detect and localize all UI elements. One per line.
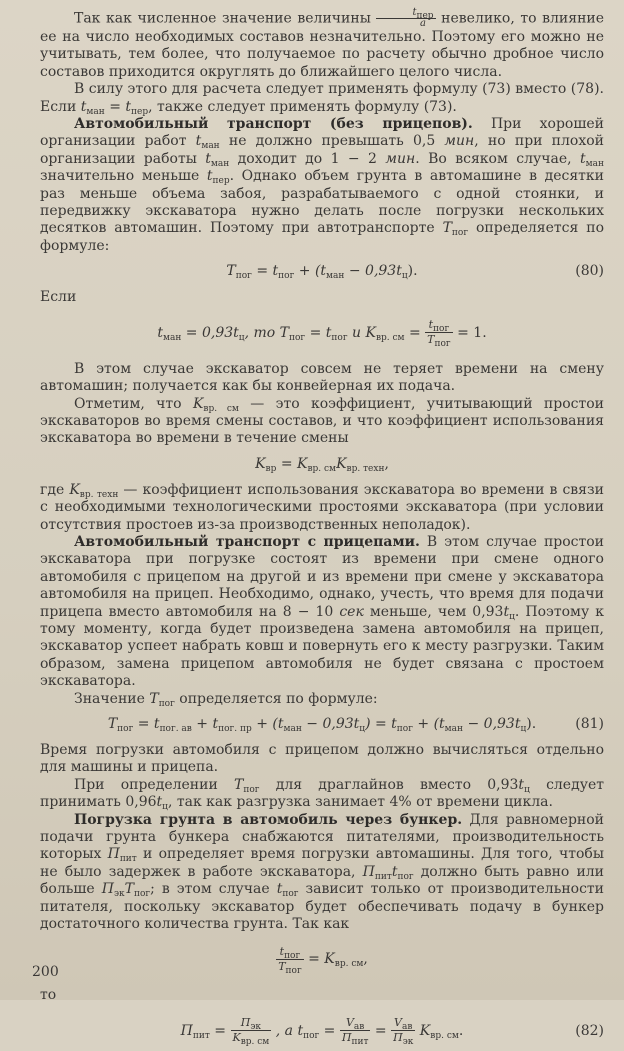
- formula-82: [40, 1011, 604, 1051]
- var: − 0,93t: [344, 263, 402, 280]
- unit: мин: [444, 133, 475, 150]
- sub: пог: [331, 332, 348, 343]
- var: K: [192, 395, 204, 412]
- sub: вр. см: [203, 403, 239, 414]
- sub: ц: [524, 784, 530, 795]
- sub: пог: [235, 271, 252, 282]
- var: = K: [276, 455, 308, 472]
- text: =: [370, 1022, 392, 1039]
- sub: ц: [238, 332, 245, 343]
- sub: пог: [433, 324, 450, 335]
- var: t: [195, 133, 202, 150]
- sub: пог: [243, 784, 260, 795]
- sub: эк: [402, 1037, 414, 1048]
- paragraph-9: Время погрузки автомобиля с прицепом должно вычисляться отдельно для машины и прицепа.: [40, 742, 604, 776]
- text: =: [209, 1022, 231, 1039]
- sub: вр. см: [334, 959, 364, 970]
- text: , но при плохой организации работы: [40, 133, 604, 167]
- sub: ав: [353, 1022, 365, 1033]
- sub: ц: [520, 724, 527, 734]
- sub: пог: [158, 698, 175, 709]
- text: =: [404, 324, 426, 341]
- var: = t: [251, 263, 279, 280]
- frac-den: П: [341, 1031, 352, 1045]
- formula-81: [40, 714, 604, 734]
- text: При определении: [74, 776, 235, 793]
- text: доходит до 1 − 2: [229, 150, 386, 167]
- sub: ман: [585, 158, 604, 169]
- text: — это коэффициент, учитывающий простои экскаваторов во время смены составов, и что коэффициент использования экскаватора во времени в течение смены: [40, 395, 604, 447]
- text: значительно меньше: [40, 168, 207, 185]
- sub: вр. см: [375, 332, 405, 343]
- var: t: [157, 324, 163, 341]
- sub: ман: [444, 724, 464, 734]
- sub: вр. техн: [346, 463, 385, 474]
- var: t: [276, 881, 283, 898]
- var: + t: [191, 716, 219, 732]
- sub: вр. см: [430, 1030, 459, 1041]
- text: меньше, чем 0,93: [363, 603, 504, 620]
- paragraph-3: [40, 116, 604, 255]
- text: Так как численное значение величины: [74, 10, 371, 27]
- sub: пог. пр: [218, 724, 252, 734]
- formula-80: [40, 261, 604, 281]
- text: и определяет время погрузки автомашины. Для того, чтобы не было задержек в работе экскаватора,: [40, 846, 604, 880]
- paragraph-8: [40, 691, 604, 708]
- var: K: [255, 455, 266, 472]
- var: T: [124, 881, 134, 898]
- formula-ratio: [40, 939, 604, 979]
- var: и K: [347, 324, 376, 341]
- sub: ман: [162, 332, 182, 343]
- text: ,: [384, 455, 389, 472]
- var: K: [415, 1022, 431, 1039]
- text: ).: [526, 716, 537, 732]
- sub: пер: [212, 176, 230, 187]
- text: должно быть равно или больше: [40, 863, 604, 898]
- sub: пог: [451, 228, 469, 239]
- var: t: [579, 150, 586, 167]
- sub: пит: [119, 854, 137, 865]
- frac-num: t: [279, 944, 285, 958]
- var: = K: [303, 951, 335, 968]
- sub: пог: [133, 889, 151, 900]
- sub: пог: [434, 339, 451, 350]
- sub: ц: [162, 802, 168, 813]
- text: , также следует применять формулу (73).: [148, 98, 457, 115]
- text: невелико, то влияние ее на число необходимых составов незначительно. Поэтому его можно не учитывать, тем более, что получаемое по расчету обычно дробное число составов приходится округлять до ближайшего целого числа.: [40, 10, 605, 80]
- var: + (t: [251, 716, 284, 732]
- sub: пог: [285, 965, 302, 976]
- var: + (t: [294, 263, 327, 280]
- var: T: [107, 716, 118, 732]
- fraction: [340, 1016, 371, 1048]
- frac-den: a: [420, 18, 426, 29]
- sub: пог: [117, 724, 134, 734]
- var: t: [156, 794, 163, 811]
- var: K: [336, 455, 347, 472]
- text: ).: [407, 263, 418, 280]
- var: = t: [133, 716, 160, 732]
- sub: пог: [284, 950, 301, 961]
- sub: пог: [396, 724, 413, 734]
- frac-num: V: [345, 1016, 354, 1030]
- sub: ц: [509, 611, 515, 622]
- sub: ман: [201, 141, 220, 152]
- sub: пит: [351, 1037, 369, 1048]
- var: t: [206, 168, 213, 185]
- text: В этом случае простои экскаватора при погрузке состоят из времени при смене одного автомобиля с прицепом на другой и из времени при смене у экскаватора автомобиля на прицеп. Необходимо, однако, учесть, что время для подачи прицепа вместо автомобиля на 8 − 10: [40, 533, 605, 620]
- paragraph-2: [40, 81, 604, 116]
- text: При хорошей организации работ: [40, 116, 604, 150]
- text: ; в этом случае: [150, 881, 277, 898]
- var: , то T: [244, 324, 289, 341]
- paragraph-1: [40, 8, 604, 81]
- sub: пог: [282, 889, 299, 900]
- equation-number: (80): [575, 263, 604, 280]
- text: =: [104, 98, 126, 115]
- sub: вр: [265, 463, 277, 474]
- var: = 0,93t: [181, 324, 239, 341]
- sub: пог. ав: [159, 724, 192, 734]
- sub: вр. см: [307, 463, 337, 474]
- var: ) = t: [365, 716, 397, 732]
- sub: вр. см: [240, 1037, 270, 1048]
- text: не должно превышать 0,5: [219, 133, 445, 150]
- var: − 0,93t: [301, 716, 360, 732]
- frac-den: T: [427, 333, 435, 347]
- unit: сек: [339, 603, 364, 620]
- formula-condition: [40, 313, 604, 353]
- var: − 0,93t: [463, 716, 521, 732]
- var: + (t: [412, 716, 445, 732]
- var: t: [205, 150, 211, 167]
- sub: ц: [359, 724, 366, 734]
- sub: пит: [192, 1030, 210, 1041]
- section-heading: Погрузка грунта в автомобиль через бункер.: [74, 811, 463, 828]
- var: T: [442, 220, 452, 237]
- text: — коэффициент использования экскаватора во времени в связи с необходимыми технологическими простоями экскаватора (при условии отсутствия простоев из-за производственных неполадок).: [40, 481, 604, 533]
- frac-num: V: [394, 1016, 402, 1030]
- var: П: [101, 881, 114, 898]
- var: П: [107, 846, 120, 863]
- var: T: [226, 263, 236, 280]
- text: .: [458, 1022, 464, 1039]
- var: t: [125, 98, 132, 115]
- sub: вр. техн: [79, 489, 119, 500]
- text: ,: [363, 951, 368, 968]
- sub: пит: [374, 871, 392, 882]
- text: В силу этого для расчета следует применять формулу (73) вместо (78). Если: [40, 81, 604, 115]
- frac-num: t: [428, 318, 434, 332]
- text: Значение: [74, 690, 150, 707]
- var: t: [503, 603, 510, 620]
- var: П: [180, 1022, 193, 1039]
- sub: ман: [210, 158, 230, 169]
- text: следует принимать 0,96: [40, 776, 604, 811]
- paragraph-7: [40, 534, 604, 691]
- text: . Однако объем грунта в автомашине в десятки раз меньше объема забоя, разрабатываемого с одной стоянки, и передвижку экскаватора нужно делать после погрузки нескольких десятков автомашин. Поэтому при автотранспорте: [40, 168, 604, 237]
- var: , а t: [271, 1022, 304, 1039]
- sub: ман: [86, 106, 105, 117]
- text: . Во всяком случае,: [415, 150, 580, 167]
- formula-k: [40, 454, 604, 474]
- text: . Поэтому к тому моменту, когда будет произведена замена автомобиля на прицеп, экскаватор успеет набрать ковш и повернуть его к месту разгрузки. Таким образом, замена прицепом автомобиля не будет связана с простоем экскаватора.: [40, 603, 604, 690]
- sub: ман: [283, 724, 302, 734]
- section-heading: Автомобильный транспорт с прицепами.: [74, 533, 420, 550]
- text: , так как разгрузка занимает 4% от времени цикла.: [167, 794, 553, 811]
- sub: ав: [401, 1022, 413, 1033]
- frac-num: П: [240, 1016, 251, 1030]
- var: = t: [305, 324, 332, 341]
- text: где: [40, 481, 70, 498]
- frac-den: K: [232, 1031, 241, 1045]
- equation-number: (82): [575, 1022, 604, 1039]
- text: для драглайнов вместо 0,93: [259, 776, 519, 793]
- equation-number: (81): [575, 716, 604, 732]
- var: t: [80, 98, 87, 115]
- var: П: [362, 863, 375, 880]
- text: = 1.: [452, 324, 487, 341]
- word-esli: Если: [40, 289, 77, 306]
- var: K: [69, 481, 80, 498]
- sub: ц: [401, 271, 408, 282]
- sub: пог: [278, 271, 295, 282]
- frac-num: t: [412, 7, 417, 18]
- section-heading: Автомобильный транспорт (без прицепов).: [74, 116, 473, 133]
- word-to: то: [40, 987, 57, 1004]
- fraction: [276, 945, 303, 974]
- paragraph-11: [40, 812, 604, 934]
- sub: эк: [250, 1022, 262, 1033]
- text: Для равномерной подачи грунта бункера снабжаются питателями, производительность которых: [40, 811, 605, 863]
- frac-den: T: [278, 959, 286, 973]
- text: определяется по формуле:: [174, 690, 378, 707]
- fraction-t-per-over-a: [376, 8, 435, 29]
- fraction: [425, 318, 452, 350]
- sub: эк: [113, 889, 125, 900]
- var: T: [149, 690, 159, 707]
- sub: пог: [289, 332, 306, 343]
- unit: мин: [385, 150, 416, 167]
- page-number: 200: [32, 964, 59, 980]
- text: =: [319, 1022, 340, 1039]
- sub: пог: [397, 871, 414, 882]
- sub: пог: [303, 1030, 320, 1041]
- var: T: [234, 776, 244, 793]
- var: t: [391, 863, 398, 880]
- paragraph-6: [40, 482, 604, 534]
- sub: ман: [326, 271, 345, 282]
- text: определяется по формуле:: [40, 220, 604, 254]
- fraction: [231, 1016, 272, 1048]
- var: t: [518, 776, 525, 793]
- fraction: [391, 1016, 415, 1048]
- text: зависит только от производительности питателя, поскольку экскаватор будет обеспечивать подачу в бункер достаточного количества грунта. Так как: [40, 881, 604, 933]
- frac-den: П: [393, 1031, 403, 1045]
- sub: пер: [416, 11, 434, 21]
- paragraph-5: [40, 396, 604, 448]
- paragraph-4: В этом случае экскаватор совсем не теряет времени на смену автомашин; получается как бы конвейерная их подача.: [40, 360, 604, 395]
- sub: пер: [131, 106, 149, 117]
- text: Отметим, что: [74, 395, 193, 412]
- paragraph-10: [40, 777, 604, 812]
